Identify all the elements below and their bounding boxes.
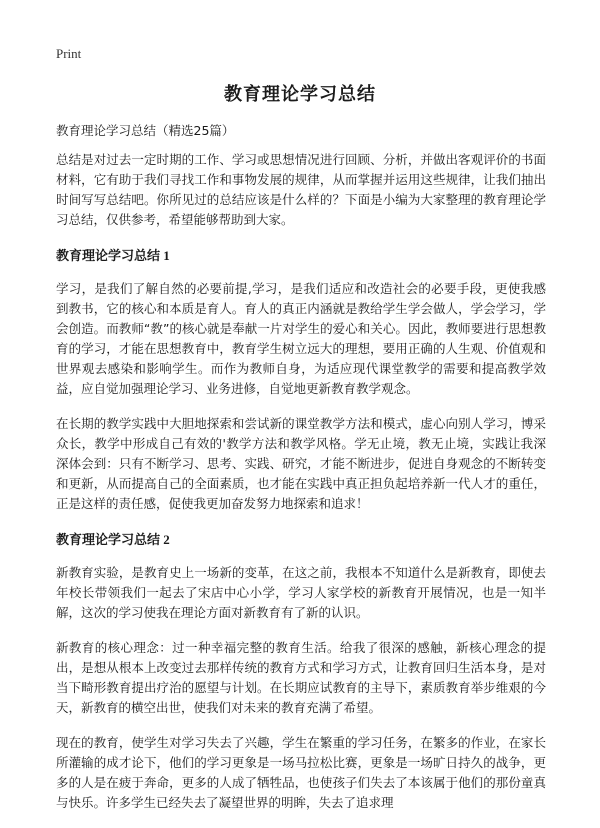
article-body: [56, 150, 546, 828]
section-2: [56, 529, 546, 813]
paragraph: 新教育的核心理念：过一种幸福完整的教育生活。给我了很深的感触，新核心理念的提出，是想从根本上改变过去那样传统的教育方式和学习方式，让教育回归生活本身，是对当下畸形教育提出疗治的愿望与计划。在长期应试教育的主导下，素质教育举步维艰的今天，新教育的横空出世，使我们对未来的教育充满了希望。: [56, 640, 546, 715]
page-title: 教育理论学习总结: [224, 84, 376, 105]
intro-paragraph: 总结是对过去一定时期的工作、学习或思想情况进行回顾、分析，并做出客观评价的书面材料，它有助于我们寻找工作和事物发展的规律，从而掌握并运用这些规律，让我们抽出时间写写总结吧。你所见过的总结应该是什么样的？下面是小编为大家整理的教育理论学习总结，仅供参考，希望能够帮助到大家。: [56, 152, 546, 227]
section-1: [56, 245, 546, 514]
paragraph: 在长期的教学实践中大胆地探索和尝试新的课堂教学方法和模式，虚心向别人学习，博采众长，教学中形成自己有效的'教学方法和教学风格。学无止境，教无止境，实践让我深深体会到：只有不断学习、思考、实践、研究，才能不断进步，促进自身观念的不断转变和更新，从而提高自己的全面素质，也才能在实践中真正担负起培养新一代人才的重任，正是这样的责任感，促使我更加奋发努力地探索和追求！: [56, 416, 546, 511]
print-link[interactable]: Print: [56, 46, 82, 61]
paragraph: 学习，是我们了解自然的必要前提,学习，是我们适应和改造社会的必要手段，更使我感到教书，它的核心和本质是育人。育人的真正内涵就是教给学生学会做人，学会学习，学会创造。而教师“教”的核心就是奉献一片对学生的爱心和关心。因此，教师要进行思想教育的学习，才能在思想教育中，教育学生树立远大的理想，要用正确的人生观、价值观和世界观去感染和影响学生。而作为教师自身，为适应现代课堂教学的需要和提高教学效益，应自觉加强理论学习、业务进修，自觉地更新教育教学观念。: [56, 281, 546, 396]
section-heading: 教育理论学习总结 2: [56, 532, 170, 547]
paragraph: 新教育实验，是教育史上一场新的变革，在这之前，我根本不知道什么是新教育，即使去年校长带领我们一起去了宋店中心小学，学习人家学校的新教育开展情况，也是一知半解，这次的学习使我在理论方面对新教育有了新的认识。: [56, 565, 546, 620]
paragraph: 现在的教育，使学生对学习失去了兴趣，学生在繁重的学习任务，在繁多的作业，在家长所灌输的成才论下，他们的学习更象是一场马拉松比赛，更象是一场旷日持久的战争，更多的人是在疲于奔命，更多的人成了牺牲品，也使孩子们失去了本该属于他们的那份童真与快乐。许多学生已经失去了凝望世界的明眸，失去了追求理: [56, 735, 546, 810]
page-subtitle: 教育理论学习总结（精选25篇）: [56, 123, 235, 138]
section-heading: 教育理论学习总结 1: [56, 248, 170, 263]
